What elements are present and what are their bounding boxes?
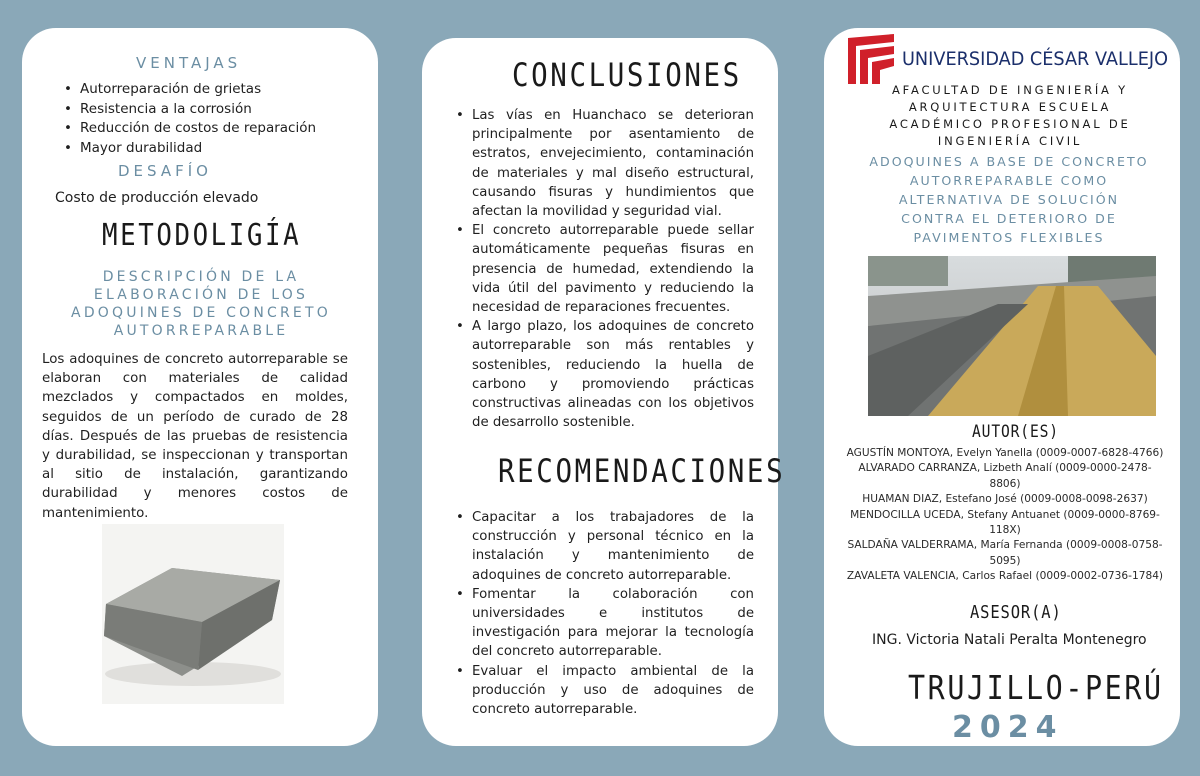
author-item: HUAMAN DIAZ, Estefano José (0009-0008-0098-2637) (862, 493, 1148, 506)
project-title: ADOQUINES A BASE DE CONCRETO AUTORREPARABLE COMO ALTERNATIVA DE SOLUCIÓN CONTRA EL DETERIORO DE PAVIMENTOS FLEXIBLES (869, 154, 1149, 245)
asesor-heading: ASESOR(A) (970, 602, 1062, 623)
desafio-heading: DESAFÍO (118, 162, 212, 180)
conclusion-item: • A largo plazo, los adoquines de concreto autorreparable son más rentables y sostenibles, reduciendo la huella de carbono y promoviendo prácticas constructivas alineadas con los objetivos de desarrollo sostenible. (454, 317, 754, 432)
ventajas-item: • Resistencia a la corrosión (62, 100, 362, 120)
conclusiones-heading: CONCLUSIONES (512, 56, 742, 94)
city-heading: TRUJILLO-PERÚ (908, 668, 1164, 707)
pavement-photo (868, 256, 1156, 416)
asesor-name: ING. Victoria Natali Peralta Montenegro (872, 632, 1147, 648)
recomendacion-item: • Fomentar la colaboración con universidades e institutos de investigación para mejorar la tecnología del concreto autorreparable. (454, 585, 754, 662)
pavement-street-image (868, 256, 1156, 416)
university-name: UNIVERSIDAD CÉSAR VALLEJO (902, 48, 1168, 70)
paver-photo (102, 524, 284, 704)
ventajas-list (62, 80, 362, 158)
recomendacion-item: • Capacitar a los trabajadores de la construcción y personal técnico en la instalación y mantenimiento de adoquines de concreto autorreparable. (454, 508, 754, 585)
conclusion-item: • Las vías en Huanchaco se deterioran principalmente por asentamiento de estratos, envejecimiento, contaminación de materiales y mal diseño estructural, causando fisuras y hundimientos que afectan la movilidad y seguridad vial. (454, 106, 754, 221)
brochure-panel-right (824, 28, 1180, 746)
ventajas-item: • Reducción de costos de reparación (62, 119, 362, 139)
ventajas-item: • Mayor durabilidad (62, 139, 362, 159)
author-item: ALVARADO CARRANZA, Lizbeth Analí (0009-0000-2478-8806) (858, 462, 1152, 490)
university-logo-icon (848, 34, 894, 84)
author-item: AGUSTÍN MONTOYA, Evelyn Yanella (0009-0007-6828-4766) (846, 447, 1164, 459)
year-text: 2024 (952, 710, 1064, 745)
conclusion-item: • El concreto autorreparable puede sellar automáticamente pequeñas fisuras en presencia de humedad, extendiendo la vida útil del pavimento y reduciendo la necesidad de reparaciones frecuentes. (454, 221, 754, 317)
brochure-panel-middle (422, 38, 786, 746)
author-item: SALDAÑA VALDERRAMA, María Fernanda (0009-0008-0758-5095) (847, 539, 1163, 567)
paver-block-image (102, 524, 284, 704)
recomendaciones-list (454, 508, 754, 719)
recomendaciones-heading: RECOMENDACIONES (498, 452, 786, 490)
author-item: ZAVALETA VALENCIA, Carlos Rafael (0009-0002-0736-1784) (846, 570, 1164, 583)
autores-heading: AUTOR(ES) (972, 422, 1059, 442)
brochure-panel-left (22, 28, 378, 746)
autores-list (844, 446, 1166, 585)
faculty-name: AFACULTAD DE INGENIERÍA Y ARQUITECTURA ESCUELA ACADÉMICO PROFESIONAL DE INGENIERÍA CIVIL (889, 83, 1131, 148)
recomendacion-item: • Evaluar el impacto ambiental de la producción y uso de adoquines de concreto autorreparable. (454, 662, 754, 720)
desafio-text: Costo de producción elevado (55, 190, 259, 206)
author-item: MENDOCILLA UCEDA, Stefany Antuanet (0009-0000-8769-118X) (850, 508, 1160, 537)
metodologia-heading: METODOLIGÍA (102, 218, 302, 253)
ventajas-item: • Autorreparación de grietas (62, 80, 362, 100)
conclusiones-list (454, 106, 754, 432)
descripcion-heading: DESCRIPCIÓN DE LA ELABORACIÓN DE LOS ADOQUINES DE CONCRETO AUTORREPARABLE (71, 269, 331, 339)
descripcion-text: Los adoquines de concreto autorreparable se elaboran con materiales de calidad mezclados y compactados en moldes, seguidos de un período de curado de 28 días. Después de las pruebas de resistencia y durabilidad, se inspeccionan y transportan al sitio de instalación, garantizando durabilidad y menores costos de mantenimiento. (42, 352, 348, 521)
ventajas-heading: VENTAJAS (136, 54, 242, 72)
